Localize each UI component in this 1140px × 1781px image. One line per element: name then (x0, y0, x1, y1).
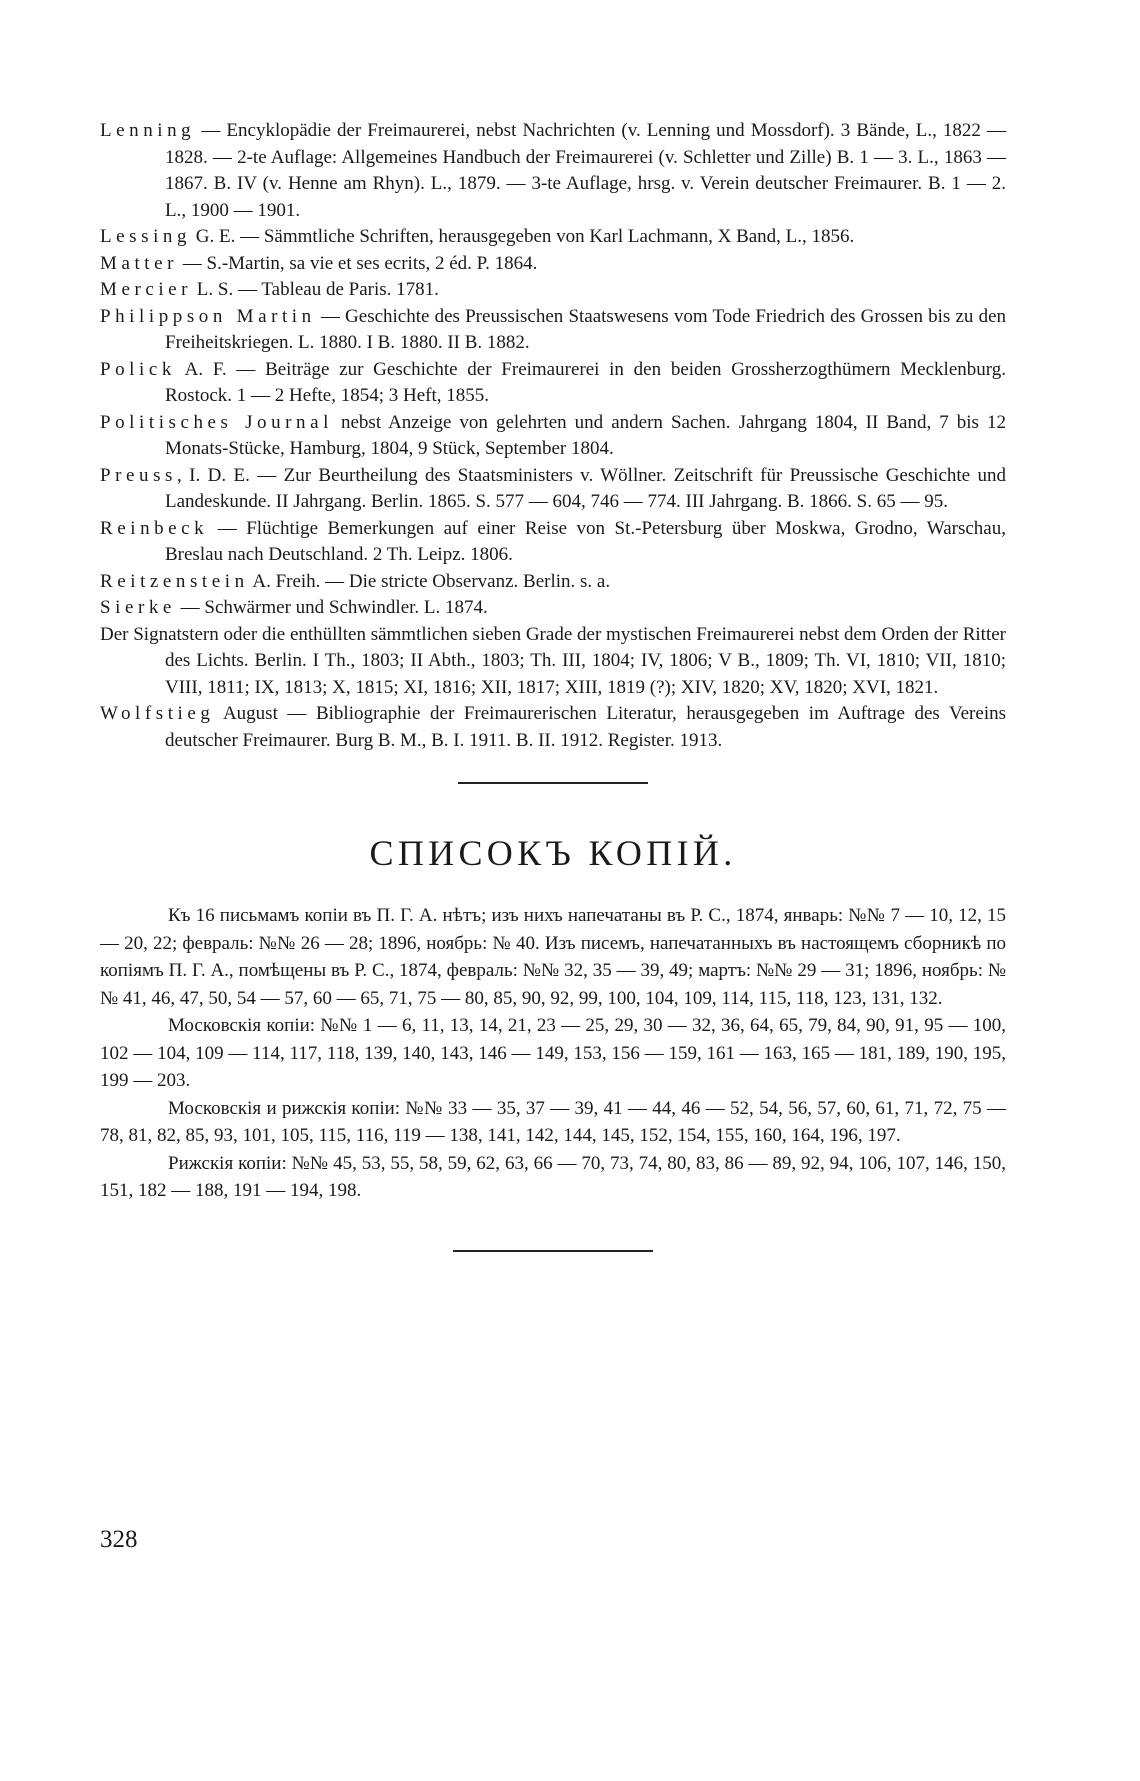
bibliography-entry (100, 118, 1006, 224)
entry-text: Der Signatstern oder die enthüllten sämmtlichen sieben Grade der mystischen Freimaurerei nebst dem Orden der Ritter des Lichts. Berlin. I Th., 1803; II Abth., 1803; Th. III, 1804; IV, 1806; V B., 1809; Th. VI, 1810; VII, 1810; VIII, 1811; IX, 1813; X, 1815; XI, 1816; XII, 1817; XIII, 1819 (?); XIV, 1820; XV, 1820; XVI, 1821. (100, 623, 1006, 698)
page-body (100, 118, 1006, 1252)
entry-text: A. Freih. — Die stricte Observanz. Berlin. s. a. (248, 570, 611, 592)
entry-author: Reitzenstein (100, 570, 249, 592)
copies-paragraph: Къ 16 письмамъ копіи въ П. Г. А. нѣтъ; изъ нихъ напечатаны въ Р. С., 1874, январь: №№ 7 — 10, 12, 15 — 20, 22; февраль: №№ 26 — 28; 1896, ноябрь: № 40. Изъ писемъ, напечатанныхъ въ настоящемъ сборникѣ по копіямъ П. Г. А., помѣщены въ Р. С., 1874, февраль: №№ 32, 35 — 39, 49; мартъ: №№ 29 — 31; 1896, ноябрь: №№ 41, 46, 47, 50, 54 — 57, 60 — 65, 71, 75 — 80, 85, 90, 92, 99, 100, 104, 109, 114, 115, 118, 123, 131, 132. (100, 905, 1006, 1009)
bibliography-entry (100, 410, 1006, 463)
copies-paragraph: Московскія и рижскія копіи: №№ 33 — 35, 37 — 39, 41 — 44, 46 — 52, 54, 56, 57, 60, 61, 71, 72, 75 — 78, 81, 82, 85, 93, 101, 105, 115, 116, 119 — 138, 141, 142, 144, 145, 152, 154, 155, 160, 164, 196, 197. (100, 1097, 1006, 1146)
entry-author: Polick (100, 358, 176, 380)
bibliography-entry (100, 622, 1006, 702)
entry-text: — Encyklopädie der Freimaurerei, nebst Nachrichten (v. Lenning und Mossdorf). 3 Bände, L., 1822 — 1828. — 2-te Auflage: Allgemeines Handbuch der Freimaurerei (v. Schletter und Zille) B. 1 — 3. L., 1863 — 1867. B. IV (v. Henne am Rhyn). L., 1879. — 3-te Auflage, hrsg. v. Verein deutscher Freimaurer. B. 1 — 2. L., 1900 — 1901. (165, 120, 1006, 221)
bibliography-entry (100, 224, 1006, 251)
page-number: 328 (100, 1526, 138, 1553)
section-divider (458, 782, 648, 784)
entry-text: August — Bibliographie der Freimaurerischen Literatur, herausgegeben im Auftrage des Vereins deutscher Freimaurer. Burg B. M., B. I. 1911. B. II. 1912. Register. 1913. (165, 703, 1006, 751)
entry-author: Reinbeck (100, 517, 209, 539)
entry-author: Politisches Journal (100, 411, 333, 433)
entry-author: Wolfstieg (100, 703, 215, 724)
entry-text: A. F. — Beiträge zur Geschichte der Freimaurerei in den beiden Grossherzogthümern Mecklenburg. Rostock. 1 — 2 Hefte, 1854; 3 Heft, 1855. (165, 358, 1006, 406)
bibliography-entry (100, 516, 1006, 569)
entry-author: Philippson Martin (100, 305, 316, 327)
copies-paragraph: Рижскія копіи: №№ 45, 53, 55, 58, 59, 62, 63, 66 — 70, 73, 74, 80, 83, 86 — 89, 92, 94, 106, 107, 146, 150, 151, 182 — 188, 191 — 194, 198. (100, 1152, 1006, 1201)
bibliography-entry (100, 304, 1006, 357)
copies-list-section (100, 902, 1006, 1205)
entry-text: — Geschichte des Preussischen Staatswesens vom Tode Friedrich des Grossen bis zu den Freiheitskriegen. L. 1880. I B. 1880. II B. 1882. (165, 305, 1006, 353)
entry-text: L. S. — Tableau de Paris. 1781. (192, 279, 439, 300)
bibliography-entry (100, 251, 1006, 278)
end-divider (453, 1250, 653, 1252)
copies-paragraph: Московскія копіи: №№ 1 — 6, 11, 13, 14, 21, 23 — 25, 29, 30 — 32, 36, 64, 65, 79, 84, 90, 91, 95 — 100, 102 — 104, 109 — 114, 117, 118, 139, 140, 143, 146 — 149, 153, 156 — 159, 161 — 163, 165 — 181, 189, 190, 195, 199 — 203. (100, 1015, 1006, 1091)
entry-author: Preuss (100, 464, 177, 486)
bibliography-entry (100, 357, 1006, 410)
entry-author: Matter (100, 252, 179, 274)
entry-author: Mercier (100, 279, 193, 300)
entry-text: — Flüchtige Bemerkungen auf einer Reise von St.-Petersburg über Moskwa, Grodno, Warschau, Breslau nach Deutschland. 2 Th. Leipz. 1806. (165, 517, 1006, 565)
bibliography-entry (100, 463, 1006, 516)
section-title: СПИСОКЪ КОПІЙ. (369, 833, 737, 873)
entry-author: Lessing (100, 226, 192, 247)
entry-text: G. E. — Sämmtliche Schriften, herausgegeben von Karl Lachmann, X Band, L., 1856. (191, 226, 855, 247)
bibliography-list (100, 118, 1006, 754)
bibliography-entry (100, 569, 1006, 596)
entry-text: — Schwärmer und Schwindler. L. 1874. (175, 597, 488, 618)
entry-author: Lenning (100, 120, 196, 141)
bibliography-entry (100, 277, 1006, 304)
entry-text: nebst Anzeige von gelehrten und andern Sachen. Jahrgang 1804, II Band, 7 bis 12 Monats-Stücke, Hamburg, 1804, 9 Stück, September 1804. (165, 411, 1006, 459)
entry-text: , I. D. E. — Zur Beurtheilung des Staatsministers v. Wöllner. Zeitschrift für Preussische Geschichte und Landeskunde. II Jahrgang. Berlin. 1865. S. 577 — 604, 746 — 774. III Jahrgang. B. 1866. S. 65 — 95. (165, 464, 1006, 512)
entry-author: Sierke (100, 597, 176, 618)
bibliography-entry (100, 595, 1006, 622)
bibliography-entry (100, 701, 1006, 754)
entry-text: — S.-Martin, sa vie et ses ecrits, 2 éd. P. 1864. (178, 252, 538, 274)
